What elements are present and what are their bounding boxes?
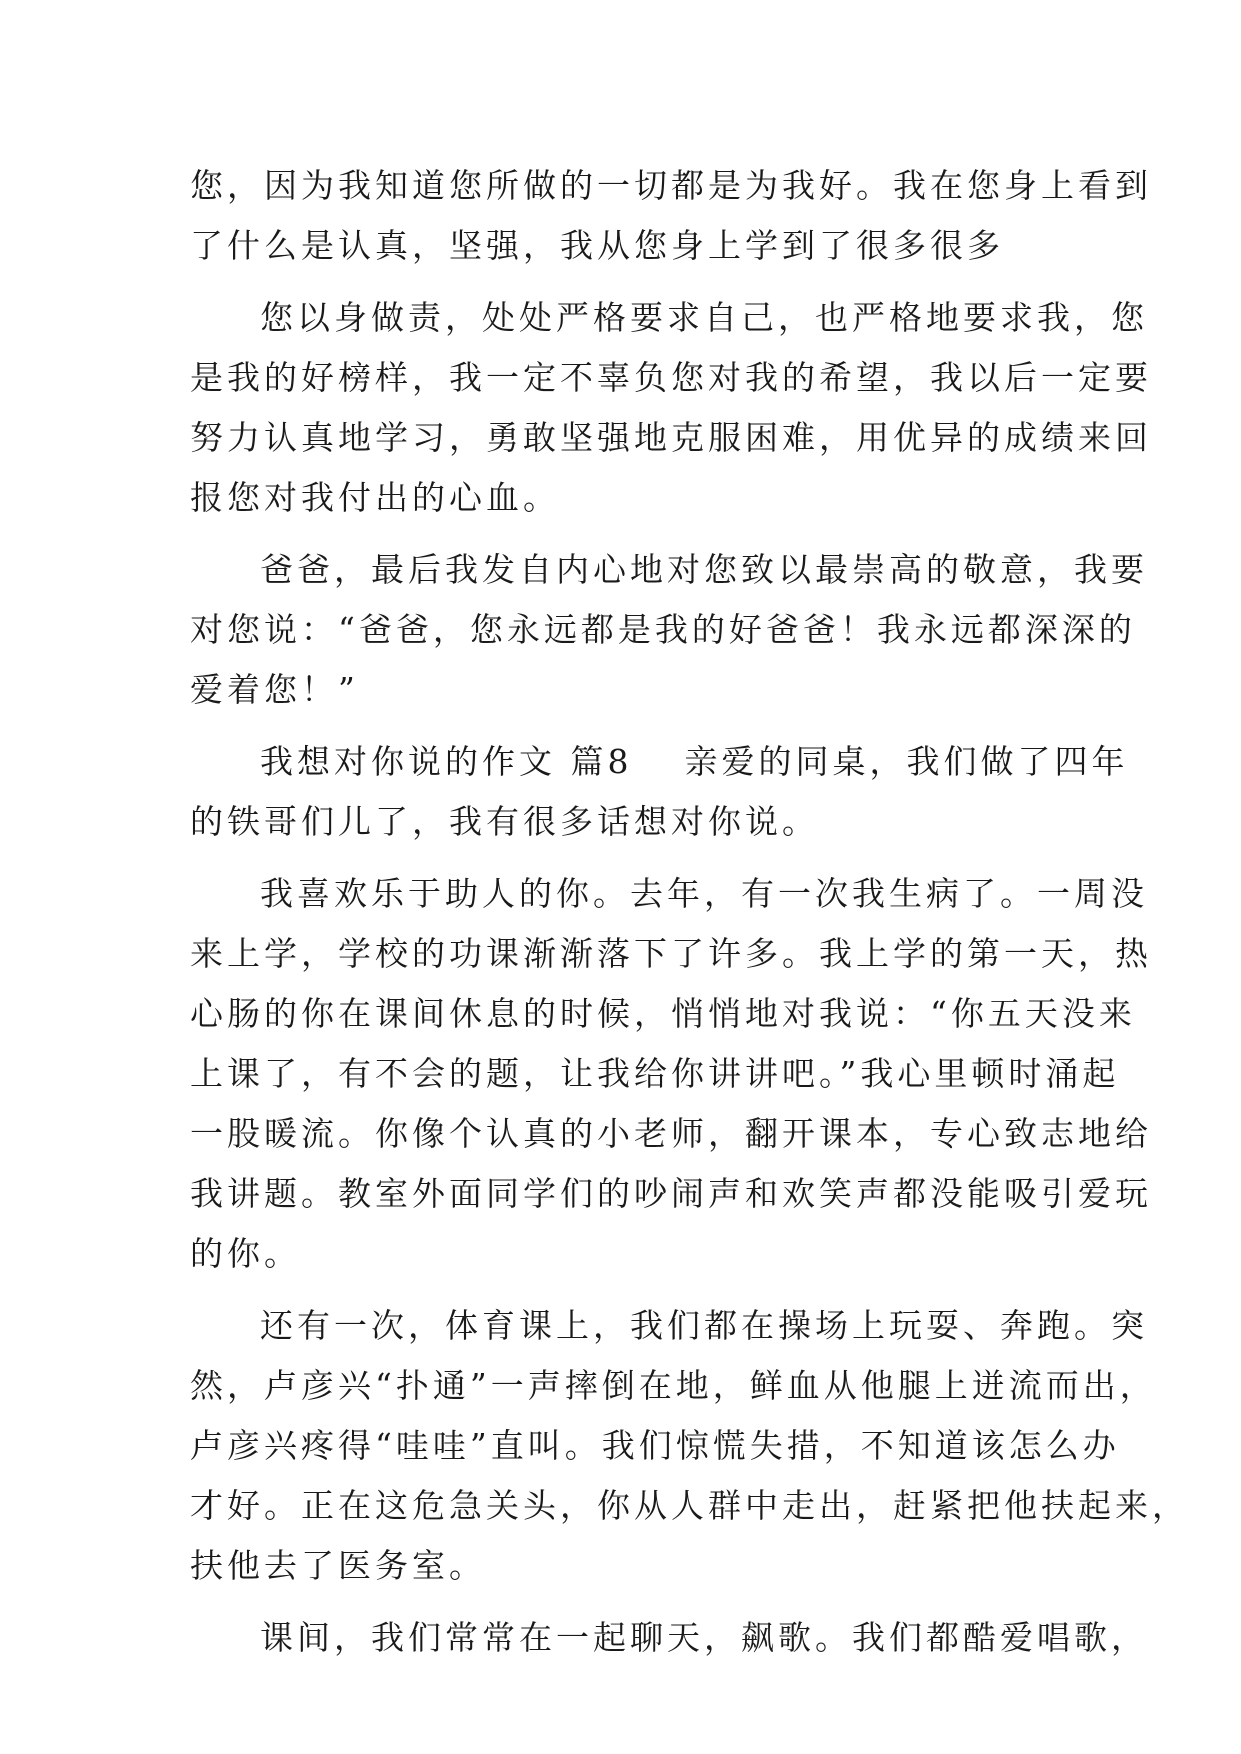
- text-line: 扶他去了医务室。: [190, 1546, 486, 1585]
- text-line: 了什么是认真，坚强，我从您身上学到了很多很多: [190, 226, 1004, 265]
- essay-title-line: [190, 732, 1129, 792]
- text-line: 努力认真地学习，勇敢坚强地克服困难，用优异的成绩来回: [190, 418, 1152, 457]
- paragraph-start-line: 爸爸，最后我发自内心地对您致以最崇高的敬意，我要: [260, 550, 1148, 589]
- essay-title: 我想对你说的作文 篇8: [260, 742, 633, 781]
- text-line: 的你。: [190, 1234, 301, 1273]
- paragraph-start-line: 课间，我们常常在一起聊天，飙歌。我们都酷爱唱歌，: [260, 1618, 1148, 1657]
- text-line: 心肠的你在课间休息的时候，悄悄地对我说：“你五天没来: [190, 994, 1136, 1033]
- text-line: 上课了，有不会的题，让我给你讲讲吧。”我心里顿时涌起: [190, 1054, 1120, 1093]
- text-line: 的铁哥们儿了，我有很多话想对你说。: [190, 802, 819, 841]
- text-line: 报您对我付出的心血。: [190, 478, 560, 517]
- text-line: 您，因为我知道您所做的一切都是为我好。我在您身上看到: [190, 166, 1152, 205]
- text-line: 对您说：“爸爸，您永远都是我的好爸爸！我永远都深深的: [190, 610, 1136, 649]
- text-line: 然，卢彦兴“扑通”一声摔倒在地，鲜血从他腿上迸流而出，: [190, 1366, 1157, 1405]
- text-line: 来上学，学校的功课渐渐落下了许多。我上学的第一天，热: [190, 934, 1152, 973]
- text-line: 我讲题。教室外面同学们的吵闹声和欢笑声都没能吸引爱玩: [190, 1174, 1152, 1213]
- paragraph-start-line: 还有一次，体育课上，我们都在操场上玩耍、奔跑。突: [260, 1306, 1148, 1345]
- text-line: 爱着您！”: [190, 670, 359, 709]
- document-body: [190, 156, 1189, 1668]
- text-line: 才好。正在这危急关头，你从人群中走出，赶紧把他扶起来，: [190, 1486, 1189, 1525]
- paragraph-start-line: 我喜欢乐于助人的你。去年，有一次我生病了。一周没: [260, 874, 1148, 913]
- text-line: 卢彦兴疼得“哇哇”直叫。我们惊慌失措，不知道该怎么办: [190, 1426, 1120, 1465]
- paragraph-start-line: 您以身做责，处处严格要求自己，也严格地要求我，您: [260, 298, 1148, 337]
- essay-opening: 亲爱的同桌，我们做了四年: [684, 742, 1129, 781]
- text-line: 是我的好榜样，我一定不辜负您对我的希望，我以后一定要: [190, 358, 1152, 397]
- text-line: 一股暖流。你像个认真的小老师，翻开课本，专心致志地给: [190, 1114, 1152, 1153]
